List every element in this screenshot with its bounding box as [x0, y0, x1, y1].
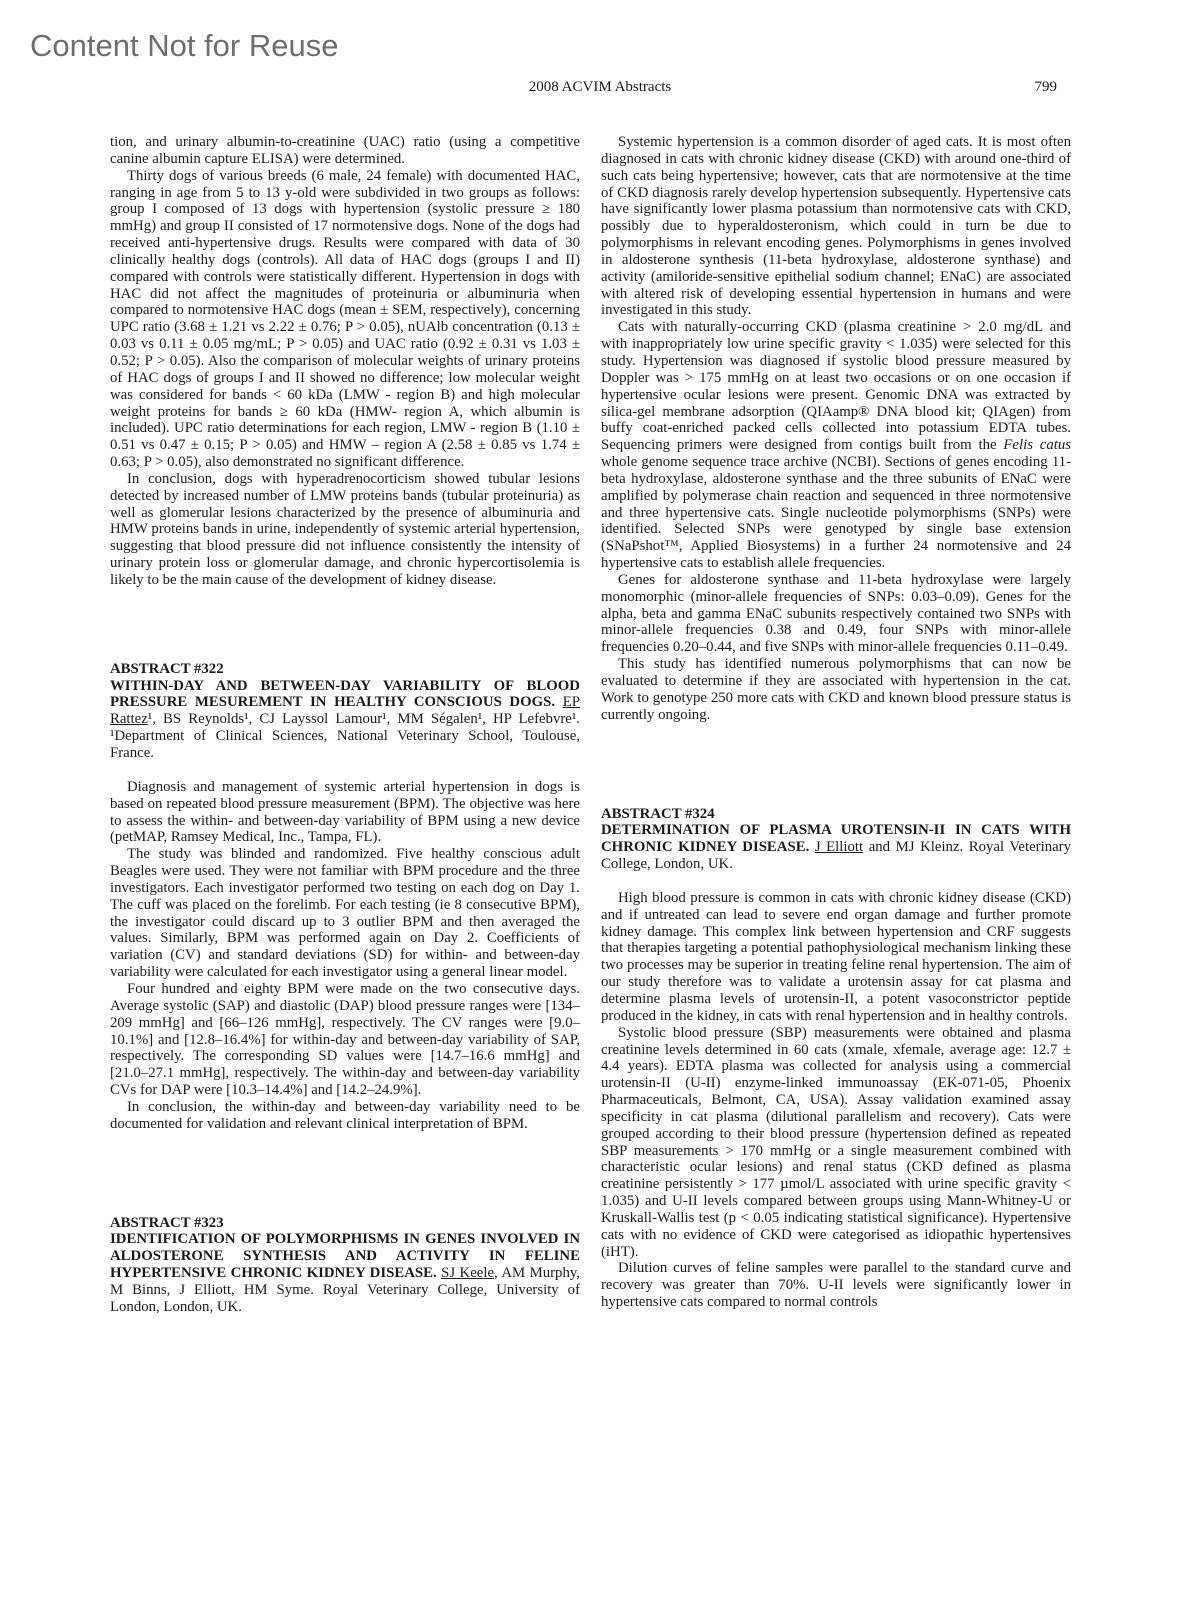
abstract-323-header	[110, 1231, 580, 1315]
abstract-322-header	[110, 678, 580, 762]
authors-affiliation: , AM Murphy, M Binns, J Elliott, HM Syme. Royal Veterinary College, University of London, London, UK.	[110, 1265, 580, 1315]
abstract-324-label: ABSTRACT #324	[601, 805, 715, 822]
paragraph: Diagnosis and management of systemic arterial hypertension in dogs is based on repeated blood pressure measurement (BPM). The objective was here to assess the within- and between-day variability of BPM using a new device (petMAP, Ramsey Medical, Inc., Tampa, FL).	[110, 778, 580, 846]
left-column	[110, 134, 580, 1316]
page-number: 799	[1034, 79, 1057, 95]
paragraph: High blood pressure is common in cats with chronic kidney disease (CKD) and if untreated can lead to severe end organ damage and further promote kidney damage. This complex link between hypertension and CRF suggests that therapies targeting a potential pathophysiological mechanism linking these two processes may be superior in treating feline renal hypertension. The aim of our study therefore was to validate a urotensin assay for cat plasma and determine plasma levels of urotensin-II, a potent vasoconstrictor peptide produced in the kidney, in cats with renal hypertension and in healthy controls.	[601, 889, 1071, 1024]
right-column	[601, 134, 1071, 1311]
paragraph: Genes for aldosterone synthase and 11-beta hydroxylase were largely monomorphic (minor-allele frequencies of SNPs: 0.03–0.09). Genes for the alpha, beta and gamma ENaC subunits respectively contained two SNPs with minor-allele frequencies 0.38 and 0.49, four SNPs with minor-allele frequencies 0.20–0.44, and five SNPs with minor-allele frequencies 0.11–0.49.	[601, 571, 1071, 656]
first-author: J Elliott	[814, 839, 864, 856]
paragraph: The study was blinded and randomized. Five healthy conscious adult Beagles were used. They were not familiar with BPM procedure and the three investigators. Each investigator performed two testing on each dog on Day 1. The cuff was placed on the forelimb. For each testing (ie 8 consecutive BPM), the investigator could discard up to 3 outlier BPM and then averaged the values. Similarly, BPM was performed again on Day 2. Coefficients of variation (CV) and standard deviations (SD) for within- and between-day variability were calculated for each investigator using a general linear model.	[110, 846, 580, 981]
text-run: Cats with naturally-occurring CKD (plasma creatinine > 2.0 mg/dL and with inappropriately low urine specific gravity < 1.035) were selected for this study. Hypertension was diagnosed if systolic blood pressure measured by Doppler was > 175 mmHg on at least two occasions or on one occasion if hypertensive ocular lesions were present. Genomic DNA was extracted by silica-gel membrane adsorption (QIAamp® DNA blood kit; QIAgen) from buffy coat-enriched packed cells collected into potassium EDTA tubes. Sequencing primers were designed from contigs built from the	[601, 319, 1071, 454]
paragraph	[601, 319, 1071, 572]
paragraph: Four hundred and eighty BPM were made on the two consecutive days. Average systolic (SAP) and diastolic (DAP) blood pressure ranges were [134–209 mmHg] and [66–126 mmHg], respectively. The CV ranges were [9.0–10.1%] and [12.8–16.4%] for within-day and between-day variability of SAP, respectively. The corresponding SD values were [14.7–16.6 mmHg] and [21.0–27.1 mmHg], respectively. The within-day and between-day variability CVs for DAP were [10.3–14.4%] and [14.2–24.9%].	[110, 980, 580, 1099]
first-author: EP Rattez	[110, 694, 580, 728]
watermark: Content Not for Reuse	[30, 28, 339, 63]
abstract-322-label: ABSTRACT #322	[110, 660, 224, 677]
abstract-324-header	[601, 822, 1071, 873]
species-name: Felis catus	[1003, 437, 1071, 454]
paragraph: This study has identified numerous polymorphisms that can now be evaluated to determine if they are associated with hypertension in the cat. Work to genotype 250 more cats with CKD and known blood pressure status is currently ongoing.	[601, 656, 1071, 723]
paragraph: Systemic hypertension is a common disorder of aged cats. It is most often diagnosed in cats with chronic kidney disease (CKD) with around one-third of such cats being hypertensive; however, cats that are normotensive at the time of CKD diagnosis rarely develop hypertension subsequently. Hypertensive cats have significantly lower plasma potassium than normotensive cats with CKD, possibly due to hyperaldosteronism, which could in turn be due to polymorphisms in relevant encoding genes. Polymorphisms in genes involved in aldosterone synthesis (11-beta hydroxylase, aldosterone synthase) and activity (amiloride-sensitive epithelial sodium channel; ENaC) are associated with altered risk of developing essential hypertension in humans and were investigated in this study.	[601, 134, 1071, 319]
spacer	[110, 589, 580, 661]
text-run: whole genome sequence trace archive (NCBI). Sections of genes encoding 11-beta hydroxylase, aldosterone synthase and the three subunits of ENaC were amplified by polymerase chain reaction and sequenced in three normotensive and three hypertensive cats. Single nucleotide polymorphisms (SNPs) were identified. Selected SNPs were genotyped by single base extension (SNaPshot™, Applied Biosystems) in a further 24 normotensive and 24 hypertensive cats to establish allele frequencies.	[601, 454, 1071, 572]
journal-title: 2008 ACVIM Abstracts	[528, 79, 672, 95]
running-head	[0, 79, 1200, 99]
paragraph: Dilution curves of feline samples were parallel to the standard curve and recovery was greater than 70%. U-II levels were significantly lower in hypertensive cats compared to normal controls	[601, 1260, 1071, 1311]
paragraph: In conclusion, dogs with hyperadrenocorticism showed tubular lesions detected by increased number of LMW proteins bands (tubular proteinuria) as well as glomerular lesions characterized by the presence of albuminuria and HMW proteins bands in urine, independently of systemic arterial hypertension, suggesting that blood pressure did not influence consistently the intensity of urinary protein loss or glomerular damage, and chronic hypercortisolemia is likely to be the main cause of the development of kidney disease.	[110, 470, 580, 588]
abstract-323-label: ABSTRACT #323	[110, 1214, 224, 1231]
spacer	[110, 1133, 580, 1215]
abstract-324-title: DETERMINATION OF PLASMA UROTENSIN-II IN CATS WITH CHRONIC KIDNEY DISEASE.	[601, 822, 1071, 856]
authors-affiliation: ¹, BS Reynolds¹, CJ Layssol Lamour¹, MM Ségalen¹, HP Lefebvre¹. ¹Department of Clinical Sciences, National Veterinary School, Toulouse, France.	[110, 711, 580, 761]
first-author: SJ Keele	[441, 1265, 495, 1282]
spacer	[601, 873, 1071, 890]
abstract-323-title: IDENTIFICATION OF POLYMORPHISMS IN GENES INVOLVED IN ALDOSTERONE SYNTHESIS AND ACTIVITY IN FELINE HYPERTENSIVE CHRONIC KIDNEY DISEASE.	[110, 1231, 580, 1282]
paragraph: tion, and urinary albumin-to-creatinine (UAC) ratio (using a competitive canine albumin capture ELISA) were determined.	[110, 134, 580, 167]
paragraph: Thirty dogs of various breeds (6 male, 24 female) with documented HAC, ranging in age from 5 to 13 y-old were subdivided in two groups as follows: group I composed of 13 dogs with hypertension (systolic pressure ≥ 180 mmHg) and group II consisted of 17 normotensive dogs. None of the dogs had received anti-hypertensive drugs. Results were compared with data of 30 clinically healthy dogs (controls). All data of HAC dogs (groups I and II) compared with controls were statistically different. Hypertension in dogs with HAC did not affect the magnitudes of proteinuria or albuminuria when compared to normotensive HAC dogs (mean ± SEM, respectively), concerning UPC ratio (3.68 ± 1.21 vs 2.22 ± 0.76; P > 0.05), nUAlb concentration (0.13 ± 0.03 vs 0.11 ± 0.05 mg/mL; P > 0.05) and UAC ratio (0.92 ± 0.31 vs 1.03 ± 0.52; P > 0.05). Also the comparison of molecular weights of urinary proteins of HAC dogs of groups I and II showed no difference; low molecular weight was considered for bands < 60 kDa (LMW - region B) and high molecular weight proteins for bands ≥ 60 kDa (HMW- region A, which albumin is included). UPC ratio determinations for each region, LMW - region B (1.10 ± 0.51 vs 0.47 ± 0.15; P > 0.05) and HMW – region A (2.58 ± 0.85 vs 1.74 ± 0.63; P > 0.05), also demonstrated no significant difference.	[110, 167, 580, 471]
authors-affiliation: and MJ Kleinz. Royal Veterinary College, London, UK.	[601, 839, 1072, 873]
paragraph: Systolic blood pressure (SBP) measurements were obtained and plasma creatinine levels determined in 60 cats (xmale, xfemale, average age: 12.7 ± 4.4 years). EDTA plasma was collected for analysis using a commercial urotensin-II (U-II) enzyme-linked immunoassay (EK-071-05, Phoenix Pharmaceuticals, Belmont, CA, USA). Assay validation examined assay specificity in cat plasma (dilutional parallelism and recovery). Cats were grouped according to their blood pressure (hypertension defined as repeated SBP measurements > 170 mmHg or a single measurement combined with characteristic ocular lesions) and renal status (CKD defined as plasma creatinine persistently > 177 µmol/L associated with urine specific gravity < 1.035) and U-II levels compared between groups using Mann-Whitney-U or Kruskall-Wallis test (p < 0.05 indicating statistical significance). Hypertensive cats with no evidence of CKD were categorised as idiopathic hypertensives (iHT).	[601, 1024, 1071, 1260]
paragraph: In conclusion, the within-day and between-day variability need to be documented for validation and relevant clinical interpretation of BPM.	[110, 1098, 580, 1132]
spacer	[110, 762, 580, 779]
spacer	[601, 724, 1071, 806]
abstract-322-title: WITHIN-DAY AND BETWEEN-DAY VARIABILITY OF BLOOD PRESSURE MESUREMENT IN HEALTHY CONSCIOUS DOGS.	[110, 677, 580, 711]
